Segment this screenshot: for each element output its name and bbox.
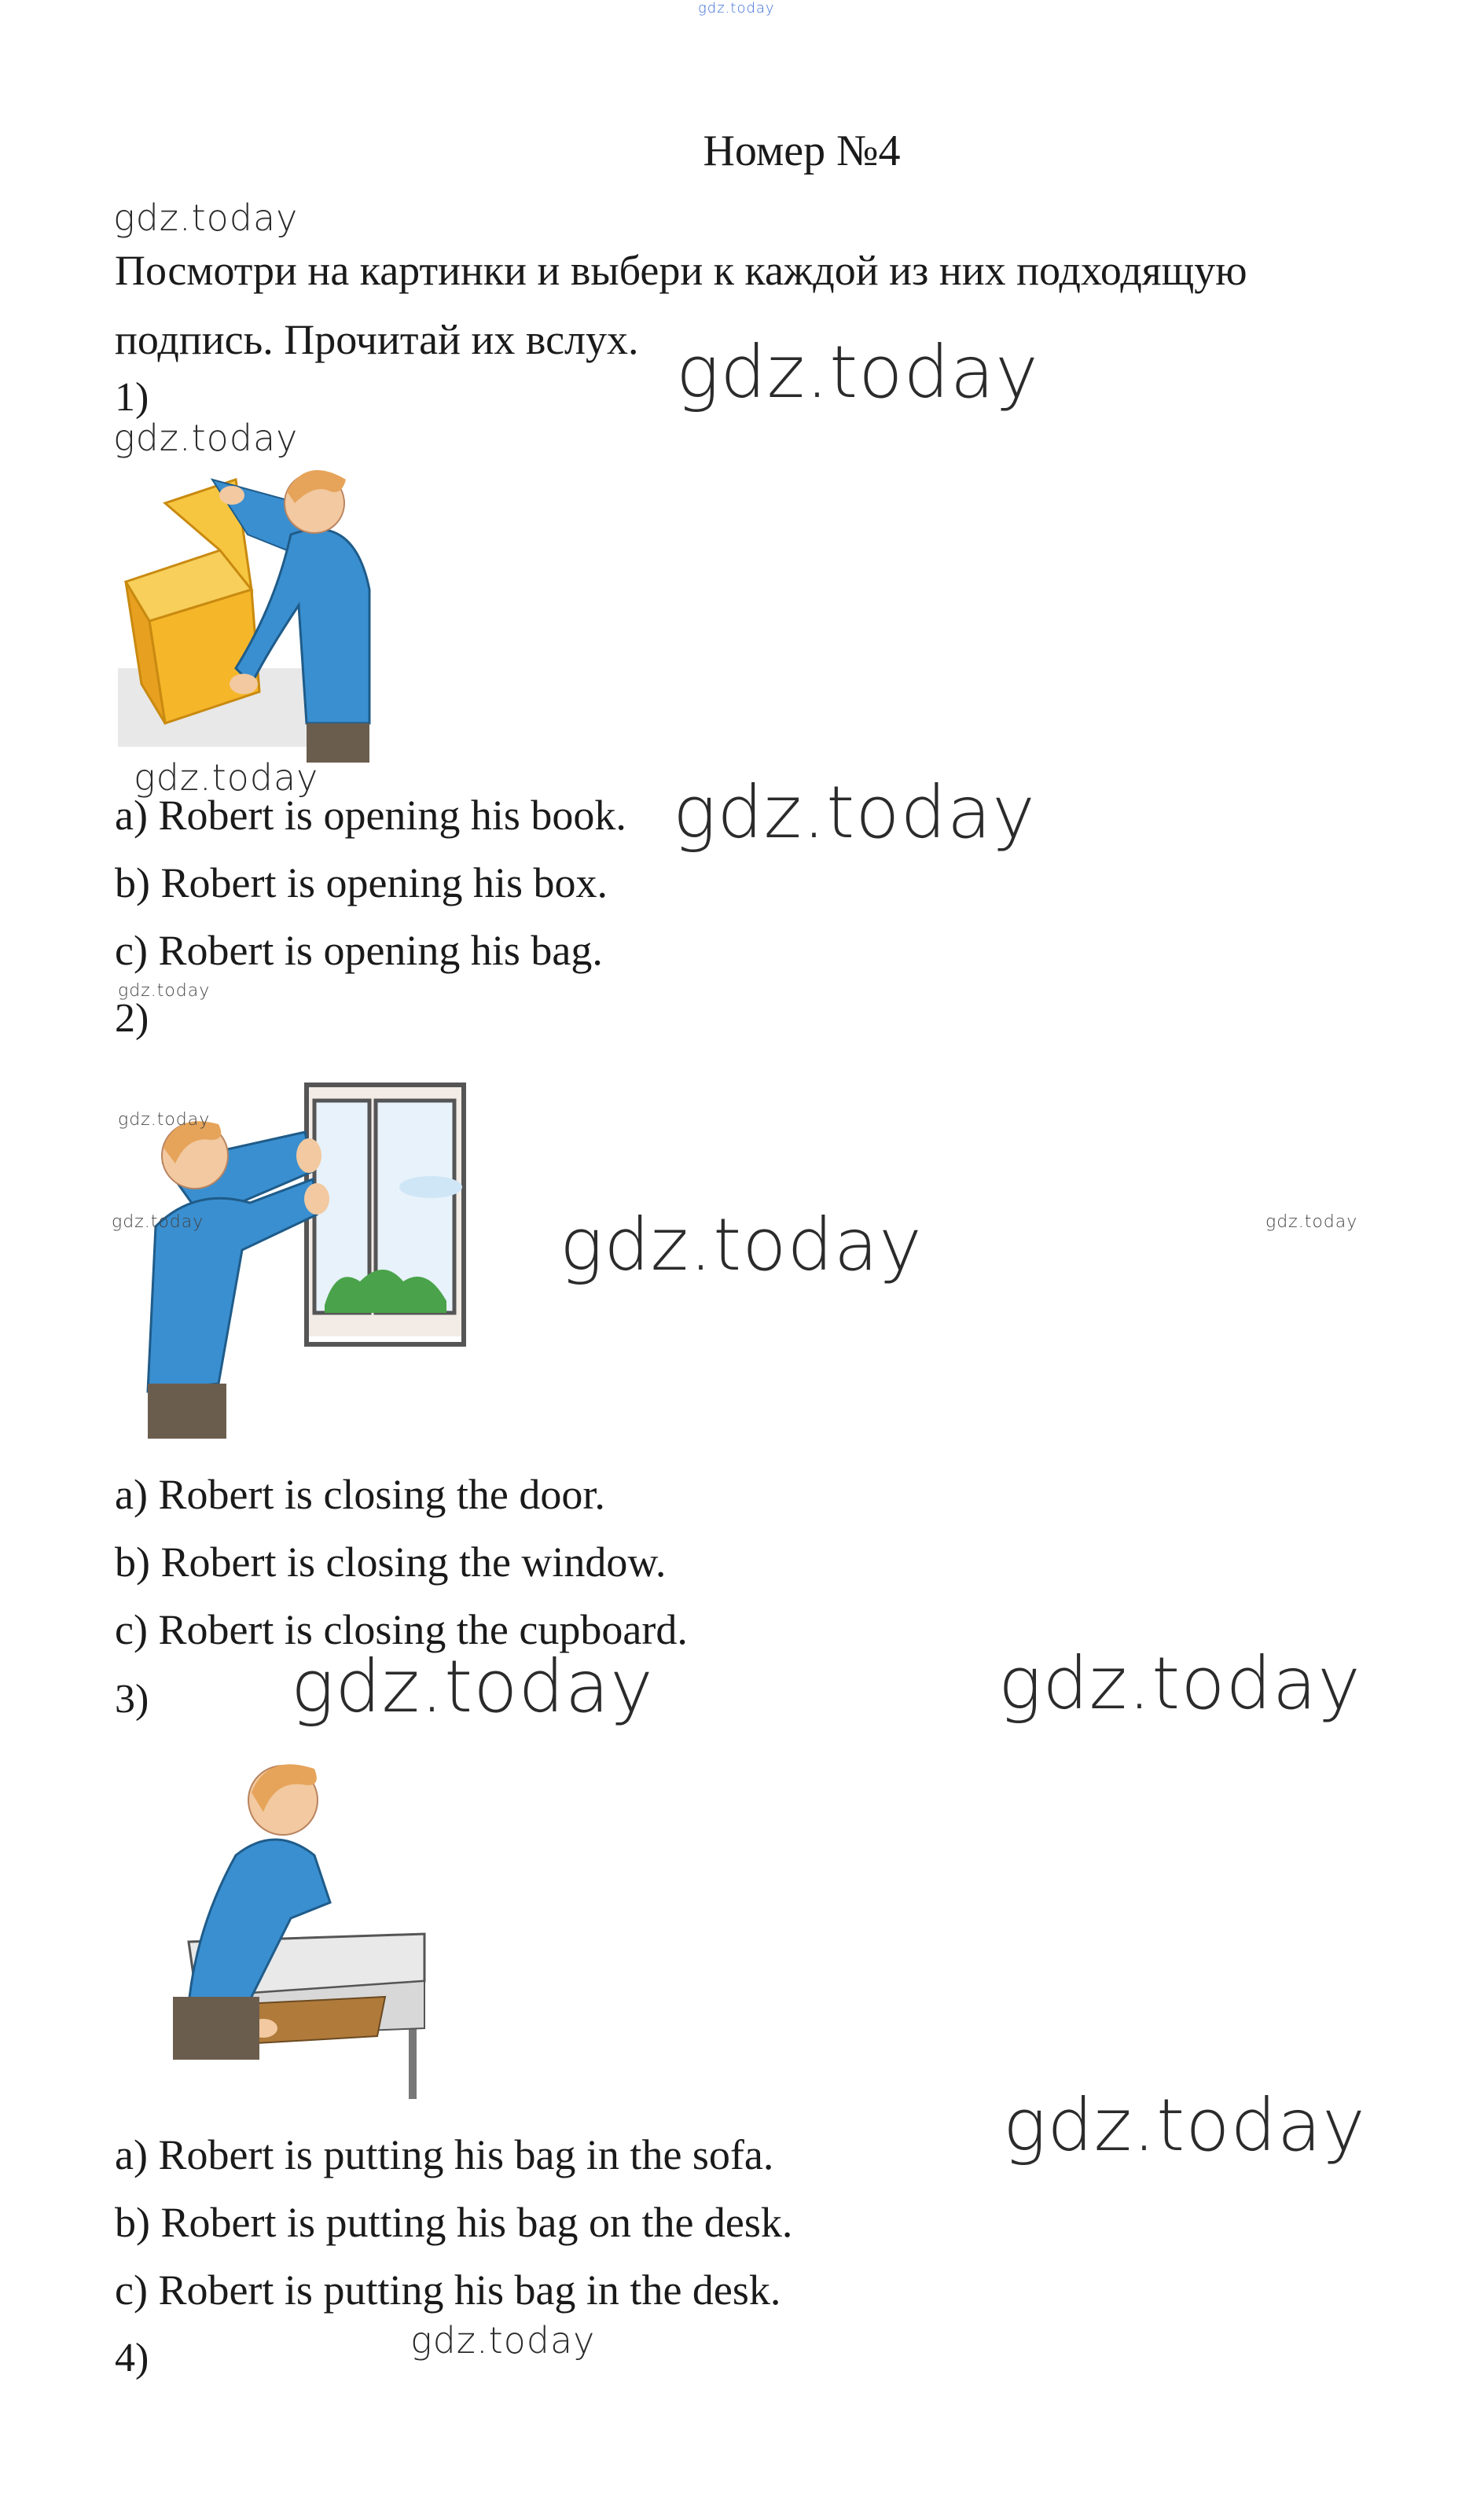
option-1b[interactable]: b) Robert is opening his box. xyxy=(115,859,608,906)
watermark: gdz.today xyxy=(673,770,1036,855)
watermark: gdz.today xyxy=(134,756,319,799)
watermark: gdz.today xyxy=(676,330,1039,414)
option-3b[interactable]: b) Robert is putting his bag on the desk. xyxy=(115,2199,793,2246)
instruction-text: Посмотри на картинки и выбери к каждой из них подходящую подпись. Прочитай их вслух. xyxy=(115,247,1247,363)
option-1c[interactable]: c) Robert is opening his bag. xyxy=(115,927,603,974)
option-2b[interactable]: b) Robert is closing the window. xyxy=(115,1538,667,1586)
watermark: gdz.today xyxy=(291,1645,654,1729)
watermark: gdz.today xyxy=(112,1212,204,1232)
option-3c[interactable]: c) Robert is putting his bag in the desk. xyxy=(115,2266,781,2314)
boy-putting-bag-in-desk-illustration xyxy=(126,1745,440,2107)
watermark: gdz.today xyxy=(410,2319,596,2362)
question-number-4: 4) xyxy=(115,2336,149,2380)
watermark: gdz.today xyxy=(118,981,211,1001)
watermark: gdz.today xyxy=(1003,2083,1366,2167)
top-watermark: gdz.today xyxy=(698,0,775,17)
question-number-2: 2) xyxy=(115,996,149,1041)
option-2a[interactable]: a) Robert is closing the door. xyxy=(115,1471,605,1518)
option-2c[interactable]: c) Robert is closing the cupboard. xyxy=(115,1606,688,1653)
watermark: gdz.today xyxy=(1265,1212,1358,1232)
page-title: Номер №4 xyxy=(703,127,901,175)
watermark: gdz.today xyxy=(560,1203,923,1287)
watermark: gdz.today xyxy=(113,197,299,239)
boy-opening-box-illustration xyxy=(118,448,401,763)
watermark: gdz.today xyxy=(118,1110,211,1130)
watermark: gdz.today xyxy=(113,417,299,459)
option-3a[interactable]: a) Robert is putting his bag in the sofa. xyxy=(115,2131,774,2178)
option-1a[interactable]: a) Robert is opening his book. xyxy=(115,792,626,839)
watermark: gdz.today xyxy=(998,1641,1361,1726)
question-number-1: 1) xyxy=(115,375,149,420)
question-number-3: 3) xyxy=(115,1677,149,1722)
